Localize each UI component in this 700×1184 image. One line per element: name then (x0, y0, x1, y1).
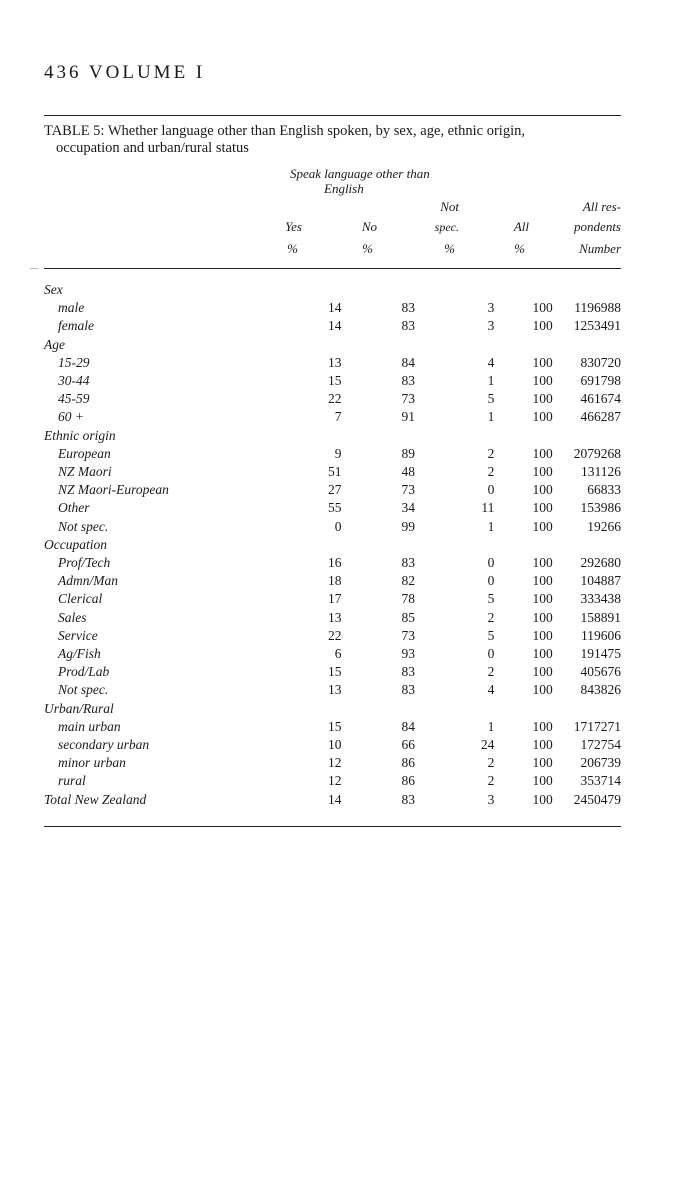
cell-no (342, 536, 416, 554)
header-pct-no: % (362, 241, 373, 256)
header-pct-not-spec: % (444, 241, 455, 256)
table-row (44, 499, 621, 517)
cell-resp: 1717271 (573, 718, 621, 734)
cell-resp: 691798 (580, 373, 621, 389)
header-respondents-2: pondents (574, 219, 621, 234)
cell-resp: 2079268 (573, 445, 621, 461)
table-row (44, 645, 621, 663)
table-row (44, 372, 621, 390)
cell-ns: 2 (487, 755, 495, 771)
cell-all (494, 427, 552, 445)
table-group-row (44, 536, 621, 554)
cell-resp: 2450479 (573, 791, 621, 807)
table-row (44, 390, 621, 408)
cell-all: 100 (532, 391, 553, 407)
cell-resp (553, 700, 621, 718)
cell-no: 84 (401, 718, 416, 734)
header-respondents-1: All res- (582, 199, 621, 214)
cell-resp: 466287 (580, 409, 621, 425)
cell-no: 89 (401, 445, 416, 461)
table-row (44, 299, 621, 317)
cell-all: 100 (532, 300, 553, 316)
cell-resp: 830720 (580, 354, 621, 370)
cell-yes: 14 (328, 791, 342, 807)
cell-all: 100 (532, 627, 553, 643)
cell-no: 85 (401, 609, 416, 625)
table-caption (44, 123, 634, 157)
cell-ns (415, 536, 494, 554)
cell-all (494, 536, 552, 554)
cell-yes: 55 (328, 500, 342, 516)
table-row (44, 754, 621, 772)
cell-yes: 51 (328, 464, 342, 480)
caption-line-1: TABLE 5: Whether language other than English spoken, by sex, age, ethnic origin, (44, 123, 525, 139)
row-label: Not spec. (58, 518, 109, 534)
cell-no: 99 (401, 518, 416, 534)
cell-no: 73 (401, 482, 416, 498)
cell-ns: 3 (487, 791, 495, 807)
cell-no: 86 (401, 773, 416, 789)
cell-yes: 7 (334, 409, 342, 425)
cell-all: 100 (532, 373, 553, 389)
table-row (44, 354, 621, 372)
cell-all: 100 (532, 445, 553, 461)
cell-no: 86 (401, 755, 416, 771)
table-row (44, 663, 621, 681)
cell-all: 100 (532, 482, 553, 498)
cell-yes: 6 (334, 646, 342, 662)
group-header-line-1: Speak language other than (290, 166, 430, 181)
top-rule (44, 115, 621, 116)
cell-all: 100 (532, 464, 553, 480)
cell-no: 83 (401, 555, 416, 571)
cell-resp: 104887 (580, 573, 621, 589)
cell-no (342, 336, 416, 354)
table-row (44, 609, 621, 627)
header-rule (44, 268, 621, 269)
cell-ns: 0 (487, 555, 495, 571)
cell-resp: 119606 (581, 627, 621, 643)
cell-yes: 13 (328, 609, 342, 625)
cell-all: 100 (532, 718, 553, 734)
cell-ns: 3 (487, 300, 495, 316)
cell-resp: 1253491 (573, 318, 621, 334)
cell-all: 100 (532, 591, 553, 607)
cell-no: 66 (401, 737, 416, 753)
cell-resp: 153986 (580, 500, 621, 516)
cell-yes: 18 (328, 573, 342, 589)
row-label: 45-59 (58, 391, 90, 407)
table-row (44, 572, 621, 590)
cell-resp: 405676 (580, 664, 621, 680)
cell-ns: 24 (480, 737, 495, 753)
cell-ns: 0 (487, 573, 495, 589)
cell-resp (553, 427, 621, 445)
cell-resp: 461674 (580, 391, 621, 407)
cell-ns (415, 336, 494, 354)
table-group-row (44, 427, 621, 445)
cell-all: 100 (532, 737, 553, 753)
cell-ns: 5 (487, 591, 495, 607)
cell-no: 34 (401, 500, 416, 516)
row-label: European (58, 445, 111, 461)
cell-ns: 1 (487, 518, 495, 534)
cell-ns: 11 (481, 500, 495, 516)
cell-yes (274, 427, 342, 445)
cell-ns: 2 (487, 464, 495, 480)
table-row (44, 408, 621, 426)
row-label: NZ Maori-European (58, 482, 169, 498)
cell-ns: 5 (487, 391, 495, 407)
cell-all: 100 (532, 318, 553, 334)
row-label: Clerical (58, 591, 103, 607)
cell-yes: 16 (328, 555, 342, 571)
cell-no (342, 427, 416, 445)
cell-yes: 12 (328, 773, 342, 789)
cell-all: 100 (532, 409, 553, 425)
cell-resp: 1196988 (574, 300, 621, 316)
cell-all: 100 (532, 755, 553, 771)
row-label: Ethnic origin (44, 427, 116, 443)
row-label: Admn/Man (58, 573, 118, 589)
cell-no: 73 (401, 391, 416, 407)
cell-no: 83 (401, 682, 416, 698)
table-row (44, 590, 621, 608)
row-label: Other (58, 500, 90, 516)
table-row (44, 463, 621, 481)
row-label: rural (58, 773, 86, 789)
cell-resp: 66833 (587, 482, 621, 498)
cell-no: 48 (401, 464, 416, 480)
caption-line-2: occupation and urban/rural status (56, 140, 249, 156)
cell-ns (415, 700, 494, 718)
cell-no: 82 (401, 573, 416, 589)
cell-resp: 292680 (580, 555, 621, 571)
row-label: minor urban (58, 755, 126, 771)
cell-all: 100 (532, 664, 553, 680)
bottom-rule (44, 826, 621, 827)
table-group-row (44, 281, 621, 299)
group-header-line-2: English (324, 181, 364, 196)
cell-ns: 5 (487, 627, 495, 643)
cell-no: 83 (401, 664, 416, 680)
row-label: female (58, 318, 94, 334)
row-label: Urban/Rural (44, 700, 114, 716)
cell-yes (274, 536, 342, 554)
row-label: Occupation (44, 536, 107, 552)
cell-yes (274, 700, 342, 718)
cell-yes: 13 (328, 682, 342, 698)
row-label: Age (44, 336, 65, 352)
row-label: secondary urban (58, 737, 150, 753)
cell-all (494, 336, 552, 354)
cell-yes (274, 281, 342, 299)
cell-yes: 12 (328, 755, 342, 771)
cell-yes: 27 (328, 482, 342, 498)
row-label: Sex (44, 282, 63, 297)
row-label: Prod/Lab (58, 664, 110, 680)
cell-ns: 4 (487, 354, 495, 370)
cell-no: 93 (401, 646, 416, 662)
table-row (44, 481, 621, 499)
row-label: NZ Maori (58, 464, 112, 480)
cell-resp: 353714 (580, 773, 621, 789)
row-label: Not spec. (58, 682, 109, 698)
header-pct-all: % (514, 241, 525, 256)
cell-resp: 206739 (580, 755, 621, 771)
cell-ns: 2 (487, 445, 495, 461)
table-row (44, 317, 621, 335)
cell-resp (553, 536, 621, 554)
cell-ns: 2 (487, 609, 495, 625)
cell-no: 84 (401, 354, 416, 370)
row-label: Service (58, 627, 98, 643)
column-group-header (290, 166, 460, 196)
running-head: 436 VOLUME I (44, 62, 206, 83)
cell-no: 91 (401, 409, 416, 425)
cell-yes: 0 (334, 518, 342, 534)
cell-no (342, 281, 416, 299)
row-label: Ag/Fish (58, 646, 101, 662)
table-body (44, 281, 621, 809)
cell-ns: 0 (487, 482, 495, 498)
cell-ns: 2 (487, 664, 495, 680)
cell-all: 100 (532, 646, 553, 662)
cell-all: 100 (532, 682, 553, 698)
cell-all: 100 (532, 518, 553, 534)
row-label: Sales (58, 609, 87, 625)
cell-yes: 14 (328, 318, 342, 334)
cell-all: 100 (532, 500, 553, 516)
cell-all (494, 700, 552, 718)
row-label: main urban (58, 718, 121, 734)
cell-ns: 3 (487, 318, 495, 334)
cell-yes: 13 (328, 354, 342, 370)
cell-resp: 158891 (580, 609, 621, 625)
table-row (44, 554, 621, 572)
cell-resp: 843826 (580, 682, 621, 698)
cell-all: 100 (532, 555, 553, 571)
cell-resp (553, 336, 621, 354)
cell-no: 83 (401, 318, 416, 334)
header-not-spec-1: Not (440, 199, 459, 214)
cell-no: 83 (401, 373, 416, 389)
cell-ns (415, 427, 494, 445)
cell-resp: 191475 (580, 646, 621, 662)
table-group-row (44, 336, 621, 354)
header-yes: Yes (285, 219, 302, 234)
header-pct-yes: % (287, 241, 298, 256)
cell-no: 83 (401, 791, 416, 807)
cell-yes: 10 (328, 737, 342, 753)
cell-yes: 17 (328, 591, 342, 607)
table-row (44, 627, 621, 645)
cell-yes: 15 (328, 664, 342, 680)
cell-ns: 1 (487, 718, 495, 734)
cell-resp (553, 281, 621, 299)
cell-resp: 131126 (581, 464, 621, 480)
cell-yes: 9 (334, 445, 342, 461)
data-table (44, 281, 621, 809)
cell-all: 100 (532, 354, 553, 370)
row-label: 15-29 (58, 354, 90, 370)
cell-yes: 22 (328, 391, 342, 407)
table-row (44, 718, 621, 736)
row-label: Prof/Tech (58, 555, 111, 571)
cell-no (342, 700, 416, 718)
row-label: 30-44 (58, 373, 90, 389)
cell-yes: 15 (328, 718, 342, 734)
cell-no: 73 (401, 627, 416, 643)
table-row (44, 445, 621, 463)
margin-mark (30, 268, 38, 269)
row-label: Total New Zealand (44, 791, 147, 807)
cell-ns (415, 281, 494, 299)
cell-no: 83 (401, 300, 416, 316)
cell-yes (274, 336, 342, 354)
cell-all: 100 (532, 773, 553, 789)
cell-ns: 4 (487, 682, 495, 698)
table-row (44, 736, 621, 754)
cell-ns: 1 (487, 409, 495, 425)
header-not-spec-2: spec. (434, 220, 459, 234)
cell-ns: 2 (487, 773, 495, 789)
header-all: All (513, 219, 529, 234)
cell-resp: 19266 (587, 518, 621, 534)
cell-yes: 22 (328, 627, 342, 643)
cell-all: 100 (532, 791, 553, 807)
row-label: 60 + (58, 409, 84, 425)
cell-yes: 15 (328, 373, 342, 389)
cell-no: 78 (401, 591, 416, 607)
table-row (44, 772, 621, 790)
cell-all: 100 (532, 573, 553, 589)
cell-resp: 172754 (580, 737, 621, 753)
header-number: Number (579, 241, 621, 256)
table-group-row (44, 700, 621, 718)
table-row (44, 681, 621, 699)
cell-all: 100 (532, 609, 553, 625)
cell-resp: 333438 (580, 591, 621, 607)
row-label: male (58, 300, 85, 316)
cell-ns: 0 (487, 646, 495, 662)
cell-all (494, 281, 552, 299)
table-row (44, 518, 621, 536)
cell-ns: 1 (487, 373, 495, 389)
cell-yes: 14 (328, 300, 342, 316)
header-no: No (361, 219, 377, 234)
table-total-row (44, 791, 621, 809)
